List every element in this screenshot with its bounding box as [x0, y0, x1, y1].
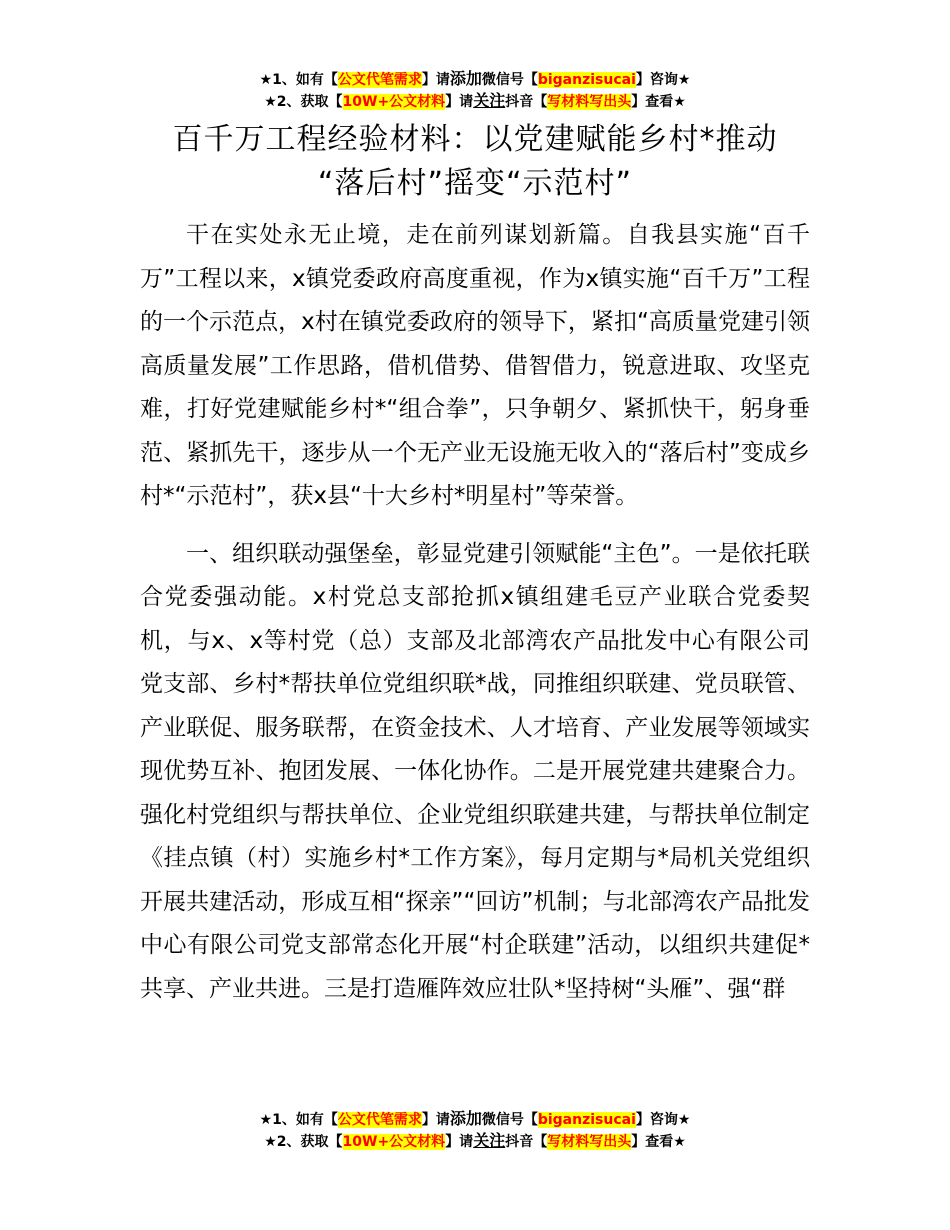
promo-highlight: 公文代笔需求 — [337, 72, 422, 88]
title-line-1: 百千万工程经验材料：以党建赋能乡村*推动 — [172, 122, 778, 157]
promo-emphasis: 关注 — [473, 91, 506, 110]
promo-text: 】咨询★ — [635, 72, 691, 88]
promo-banner-bottom — [0, 1108, 950, 1152]
paragraph-intro: 干在实处永无止境，走在前列谋划新篇。自我县实施“百千万”工程以来，x镇党委政府高度重视，作为x镇实施“百千万”工程的一个示范点，x村在镇党委政府的领导下，紧扣“高质量党建引领高质量发展”工作思路，借机借势、借智借力，锐意进取、攻坚克难，打好党建赋能乡村*“组合拳”，只争朝夕、紧抓快干，躬身垂范、紧抓先干，逐步从一个无产业无设施无收入的“落后村”变成乡村*“示范村”，获x县“十大乡村*明星村”等荣誉。 — [140, 222, 810, 509]
document-body — [140, 214, 810, 1025]
promo-text: ★2、获取【 — [264, 1134, 343, 1150]
promo-highlight: 10W+公文材料 — [342, 1134, 446, 1150]
promo-text: 抖音【 — [505, 1134, 548, 1150]
promo-text: ★2、获取【 — [264, 94, 343, 110]
promo-text: 抖音【 — [505, 94, 548, 110]
promo-emphasis: 添加 — [449, 69, 482, 88]
promo-line-1 — [0, 68, 950, 90]
promo-highlight: 公文代笔需求 — [337, 1112, 422, 1128]
promo-text: ★1、如有【 — [259, 1112, 338, 1128]
promo-highlight: 10W+公文材料 — [342, 94, 446, 110]
promo-emphasis: 添加 — [449, 1109, 482, 1128]
promo-line-2 — [0, 1130, 950, 1152]
promo-text: 微信号【 — [481, 72, 538, 88]
promo-highlight: 写材料写出头 — [547, 94, 632, 110]
promo-highlight: 写材料写出头 — [547, 1134, 632, 1150]
promo-line-1 — [0, 1108, 950, 1130]
promo-text: 】请 — [445, 94, 474, 110]
title-line-2: “落后村”摇变“示范村” — [317, 166, 633, 201]
promo-text: 】查看★ — [631, 1134, 686, 1150]
promo-text: 】咨询★ — [635, 1112, 691, 1128]
promo-text: 】请 — [421, 1112, 450, 1128]
promo-text: 】查看★ — [631, 94, 686, 110]
promo-highlight: biganzisucai — [537, 72, 636, 88]
promo-highlight: biganzisucai — [537, 1112, 636, 1128]
promo-line-2 — [0, 90, 950, 112]
promo-text: 】请 — [445, 1134, 474, 1150]
document-title — [140, 118, 810, 206]
promo-text: 】请 — [421, 72, 450, 88]
promo-text: 微信号【 — [481, 1112, 538, 1128]
promo-banner-top — [0, 68, 950, 112]
promo-text: ★1、如有【 — [259, 72, 338, 88]
promo-emphasis: 关注 — [473, 1131, 506, 1150]
paragraph-section-1: 一、组织联动强堡垒，彰显党建引领赋能“主色”。一是依托联合党委强动能。x村党总支部抢抓x镇组建毛豆产业联合党委契机，与x、x等村党（总）支部及北部湾农产品批发中心有限公司党支部、乡村*帮扶单位党组织联*战，同推组织联建、党员联管、产业联促、服务联帮，在资金技术、人才培育、产业发展等领域实现优势互补、抱团发展、一体化协作。二是开展党建共建聚合力。强化村党组织与帮扶单位、企业党组织联建共建，与帮扶单位制定《挂点镇（村）实施乡村*工作方案》，每月定期与*局机关党组织开展共建活动，形成互相“探亲”“回访”机制；与北部湾农产品批发中心有限公司党支部常态化开展“村企联建”活动，以组织共建促*共享、产业共进。三是打造雁阵效应壮队*坚持树“头雁”、强“群 — [140, 540, 810, 1002]
